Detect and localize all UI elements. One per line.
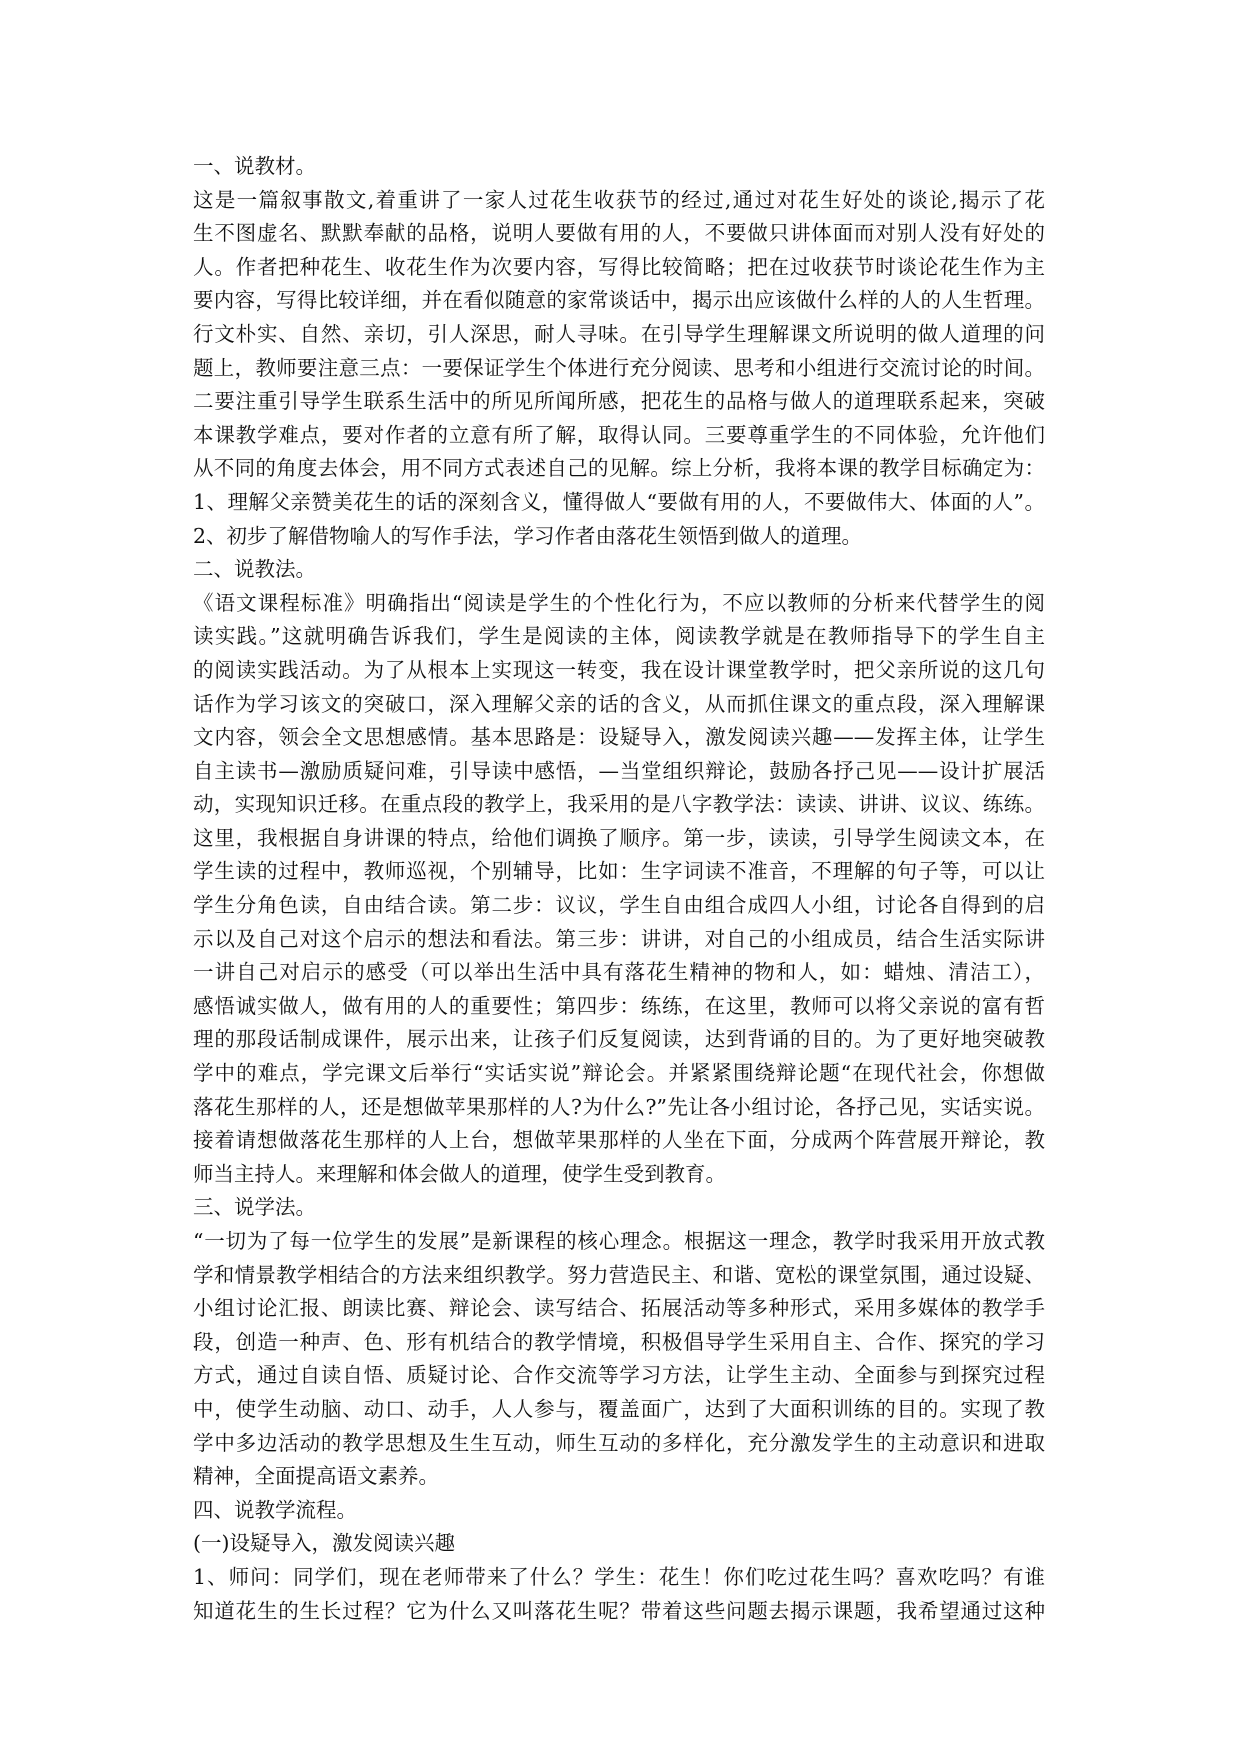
text-line: 感悟诚实做人，做有用的人的重要性；第四步：练练，在这里，教师可以将父亲说的富有哲 — [193, 993, 1045, 1018]
text-line: 本课教学难点，要对作者的立意有所了解，取得认同。三要尊重学生的不同体验，允许他们 — [193, 422, 1045, 447]
text-line: 这是一篇叙事散文,着重讲了一家人过花生收获节的经过,通过对花生好处的谈论,揭示了花 — [193, 187, 1045, 212]
text-line: 学中的难点，学完课文后举行“实话实说”辩论会。并紧紧围绕辩论题“在现代社会，你想做 — [193, 1061, 1045, 1086]
text-line: 1、理解父亲赞美花生的话的深刻含义，懂得做人“要做有用的人，不要做伟大、体面的人”。 — [193, 489, 1045, 514]
text-line: 段，创造一种声、色、形有机结合的教学情境，积极倡导学生采用自主、合作、探究的学习 — [193, 1329, 1045, 1354]
text-line: 一讲自己对启示的感受（可以举出生活中具有落花生精神的物和人，如：蜡烛、清洁工）， — [193, 960, 1045, 985]
text-line: 二要注重引导学生联系生活中的所见所闻所感，把花生的品格与做人的道理联系起来，突破 — [193, 389, 1045, 414]
text-line: 师当主持人。来理解和体会做人的道理，使学生受到教育。 — [193, 1161, 726, 1186]
text-line: 行文朴实、自然、亲切，引人深思，耐人寻味。在引导学生理解课文所说明的做人道理的问 — [193, 321, 1045, 346]
text-line: 学生读的过程中，教师巡视，个别辅导，比如：生字词读不准音，不理解的句子等，可以让 — [193, 859, 1045, 884]
text-line: 学生分角色读，自由结合读。第二步：议议，学生自由组合成四人小组，讨论各自得到的启 — [193, 893, 1045, 918]
text-line: 动，实现知识迁移。在重点段的教学上，我采用的是八字教学法：读读、讲讲、议议、练练。 — [193, 792, 1045, 817]
text-line: 三、说学法。 — [193, 1195, 316, 1220]
text-line: 知道花生的生长过程？它为什么又叫落花生呢？带着这些问题去揭示课题，我希望通过这种 — [193, 1598, 1045, 1623]
text-line: 生不图虚名、默默奉献的品格，说明人要做有用的人，不要做只讲体面而对别人没有好处的 — [193, 221, 1045, 246]
document-body — [193, 150, 1045, 1628]
text-line: 接着请想做落花生那样的人上台，想做苹果那样的人坐在下面，分成两个阵营展开辩论，教 — [193, 1128, 1045, 1153]
text-line: 学和情景教学相结合的方法来组织教学。努力营造民主、和谐、宽松的课堂氛围，通过设疑、 — [193, 1262, 1045, 1287]
text-line: 这里，我根据自身讲课的特点，给他们调换了顺序。第一步，读读，引导学生阅读文本，在 — [193, 825, 1045, 850]
text-line: “一切为了每一位学生的发展”是新课程的核心理念。根据这一理念，教学时我采用开放式教 — [193, 1229, 1045, 1253]
text-line: 人。作者把种花生、收花生作为次要内容，写得比较简略；把在过收获节时谈论花生作为主 — [193, 254, 1045, 279]
text-line: 从不同的角度去体会，用不同方式表述自己的见解。综上分析，我将本课的教学目标确定为： — [193, 456, 1045, 481]
text-line: 题上，教师要注意三点：一要保证学生个体进行充分阅读、思考和小组进行交流讨论的时间。 — [193, 355, 1045, 380]
text-line: 一、说教材。 — [193, 154, 316, 178]
text-line: 小组讨论汇报、朗读比赛、辩论会、读写结合、拓展活动等多种形式，采用多媒体的教学手 — [193, 1296, 1045, 1321]
text-line: 自主读书—激励质疑问难，引导读中感悟，—当堂组织辩论，鼓励各抒己见——设计扩展活 — [193, 758, 1045, 783]
text-line: 落花生那样的人，还是想做苹果那样的人?为什么?”先让各小组讨论，各抒己见，实话实说。 — [193, 1094, 1045, 1119]
text-line: 四、说教学流程。 — [193, 1497, 357, 1522]
text-line: 中，使学生动脑、动口、动手，人人参与，覆盖面广，达到了大面积训练的目的。实现了教 — [193, 1396, 1045, 1421]
text-line: 二、说教法。 — [193, 557, 316, 582]
text-line: 学中多边活动的教学思想及生生互动，师生互动的多样化，充分激发学生的主动意识和进取 — [193, 1430, 1045, 1455]
text-line: 读实践。”这就明确告诉我们，学生是阅读的主体，阅读教学就是在教师指导下的学生自主 — [193, 624, 1045, 649]
text-line: 方式，通过自读自悟、质疑讨论、合作交流等学习方法，让学生主动、全面参与到探究过程 — [193, 1363, 1045, 1388]
text-line: 《语文课程标准》明确指出“阅读是学生的个性化行为，不应以教师的分析来代替学生的阅 — [193, 590, 1045, 615]
text-line: 话作为学习该文的突破口，深入理解父亲的话的含义，从而抓住课文的重点段，深入理解课 — [193, 691, 1045, 716]
text-line: 的阅读实践活动。为了从根本上实现这一转变，我在设计课堂教学时，把父亲所说的这几句 — [193, 657, 1045, 682]
text-line: (一)设疑导入，激发阅读兴趣 — [193, 1531, 455, 1556]
text-line: 1、师问：同学们，现在老师带来了什么？学生：花生！你们吃过花生吗？喜欢吃吗？有谁 — [193, 1564, 1045, 1589]
text-line: 文内容，领会全文思想感情。基本思路是：设疑导入，激发阅读兴趣——发挥主体，让学生 — [193, 725, 1045, 750]
text-line: 2、初步了解借物喻人的写作手法，学习作者由落花生领悟到做人的道理。 — [193, 523, 863, 548]
text-line: 示以及自己对这个启示的想法和看法。第三步：讲讲，对自己的小组成员，结合生活实际讲 — [193, 926, 1045, 951]
text-line: 要内容，写得比较详细，并在看似随意的家常谈话中，揭示出应该做什么样的人的人生哲理。 — [193, 288, 1045, 313]
text-line: 精神，全面提高语文素养。 — [193, 1464, 439, 1489]
text-line: 理的那段话制成课件，展示出来，让孩子们反复阅读，达到背诵的目的。为了更好地突破教 — [193, 1027, 1045, 1052]
